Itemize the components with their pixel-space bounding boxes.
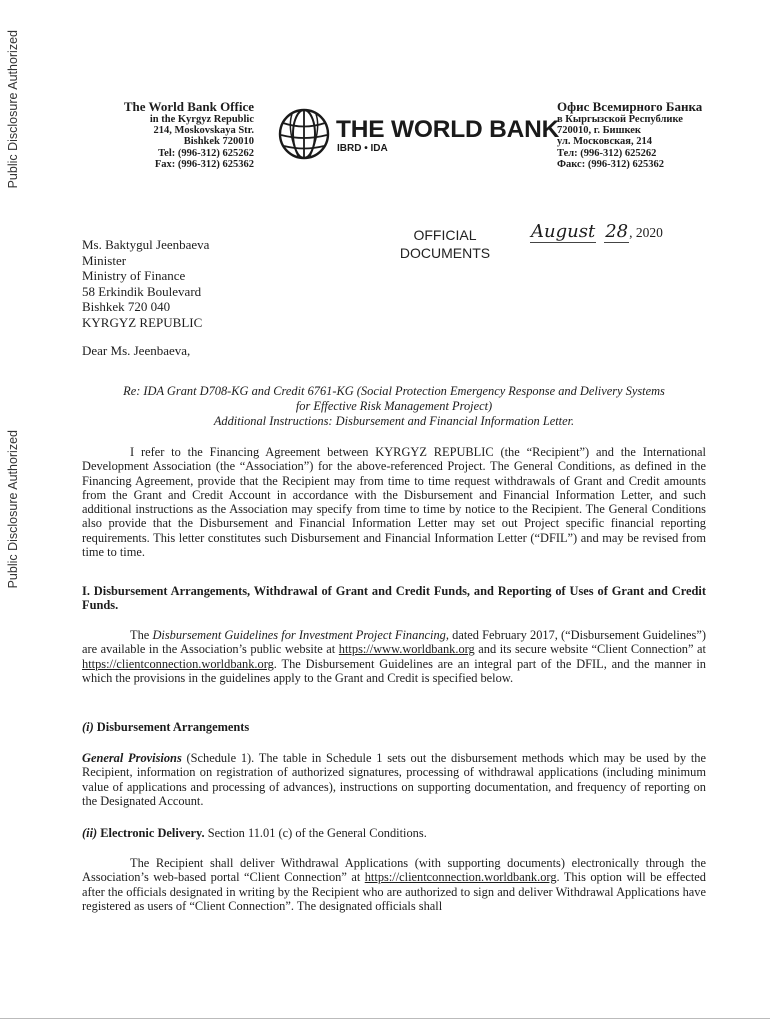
subsection-number: (i) — [82, 720, 94, 734]
disclosure-label-top: Public Disclosure Authorized — [6, 30, 20, 189]
text-run: and its secure website “Client Connection” at — [474, 642, 706, 657]
guidelines-title: Disbursement Guidelines for Investment Project Financing, — [152, 628, 449, 642]
russian-address-title: Офис Всемирного Банка — [557, 99, 703, 114]
english-address-line: Tel: (996-312) 625262 — [158, 147, 254, 159]
logo-subtitle: IBRD • IDA — [337, 143, 388, 154]
recipient-line: Ministry of Finance — [82, 268, 186, 283]
subject-line-1: Re: IDA Grant D708-KG and Credit 6761-KG (Social Protection Emergency Response and Delivery Systems — [123, 384, 665, 398]
english-address-title: The World Bank Office — [123, 99, 254, 114]
electronic-delivery-heading — [82, 826, 706, 840]
text-run: The — [130, 628, 153, 642]
russian-address — [557, 99, 727, 170]
text-run: . The Disbursement Guidelines are an integral part of the DFIL, and the manner in which the provisions in the guidelines apply to the Grant and Credit is specified below. — [82, 656, 706, 685]
client-connection-link[interactable]: https://clientconnection.worldbank.org — [82, 656, 274, 671]
recipient-line: Ms. Baktygul Jeenbaeva — [82, 237, 210, 252]
subsection-title: Disbursement Arrangements — [93, 720, 250, 734]
disclosure-label-middle: Public Disclosure Authorized — [6, 430, 20, 589]
recipient-line: 58 Erkindik Boulevard — [82, 283, 202, 299]
section-heading: I. Disbursement Arrangements, Withdrawal of Grant and Credit Funds, and Reporting of Uses of Grant and Credit Funds. — [82, 584, 706, 613]
recipient-line: Minister — [82, 252, 127, 268]
recipient-line: KYRGYZ REPUBLIC — [82, 314, 203, 330]
recipient-line: Bishkek 720 040 — [82, 299, 171, 314]
english-address-line: Bishkek 720010 — [183, 136, 254, 148]
recipient-address — [82, 237, 209, 330]
electronic-delivery-title: Electronic Delivery. — [97, 826, 205, 840]
date-day: 28 — [605, 221, 629, 242]
english-address — [90, 99, 254, 170]
text-run: (Schedule 1). The table in Schedule 1 sets out the disbursement methods which may be used by the Recipient, information on registration of authorized signatures, processing of withdrawal applications (including minimum value of applications and processing of advances), instructions on supporting documentation, and frequency of reporting on the Designated Account. — [82, 751, 706, 808]
text-run: dated February 2017, (“Disbursement Guidelines”) are available in the Association’s public website at — [82, 628, 706, 657]
subject-line-3: Additional Instructions: Disbursement and Financial Information Letter. — [213, 414, 575, 428]
salutation: Dear Ms. Jeenbaeva, — [82, 343, 191, 358]
english-address-line: Fax: (996-312) 625362 — [154, 158, 254, 170]
guidelines-paragraph — [82, 628, 706, 685]
english-address-line: 214, Moskovskaya Str. — [153, 125, 254, 137]
globe-icon — [278, 108, 330, 160]
russian-address-line: Факс: (996-312) 625362 — [557, 158, 664, 170]
russian-address-line: Тел: (996-312) 625262 — [557, 147, 657, 159]
page-bottom-edge — [0, 1018, 770, 1019]
date-month: August — [531, 221, 596, 242]
logo-wordmark: THE WORLD BANK — [336, 116, 560, 143]
text-run: . This option will be effected after the officials designated in writing by the Recipient who are authorized to sign and deliver Withdrawal Applications have registered as users of “Client Connection”. The designated officials shall — [82, 870, 706, 913]
subject-line — [82, 384, 706, 429]
general-provisions-lead: General Provisions — [82, 751, 182, 765]
russian-address-line: ул. Московская, 214 — [557, 136, 652, 148]
text-run: Section 11.01 (c) of the General Conditions. — [204, 826, 427, 840]
official-documents-stamp — [390, 226, 500, 262]
subsection-number: (ii) — [82, 826, 98, 840]
stamp-line-1: OFFICIAL — [413, 227, 477, 243]
russian-address-line: в Кыргызской Республике — [557, 114, 683, 125]
subject-line-2: for Effective Risk Management Project) — [295, 399, 493, 413]
electronic-delivery-paragraph — [82, 856, 706, 913]
general-provisions-paragraph — [82, 751, 706, 808]
letter-date — [530, 221, 663, 242]
client-connection-link[interactable]: https://clientconnection.worldbank.org — [364, 870, 557, 885]
text-run: The Recipient shall deliver Withdrawal Applications (with supporting documents) electronically through the Association’s web-based portal “Client Connection” at — [82, 856, 706, 885]
subsection-heading — [82, 720, 706, 734]
intro-paragraph: I refer to the Financing Agreement between KYRGYZ REPUBLIC (the “Recipient”) and the International Development Association (the “Association”) for the above-referenced Project. The General Conditions, as defined in the Financing Agreement, provide that the Recipient may from time to time request withdrawals of Grant and Credit amounts from the Grant and Credit Account in accordance with the Disbursement and Financial Information Letter, and such additional instructions as the Association may specify from time to time by notice to the Recipient. The General Conditions also provide that the Disbursement and Financial Information Letter may set out Project specific financial reporting requirements. This letter constitutes such Disbursement and Financial Information Letter (“DFIL”) and may be revised from time to time. — [82, 445, 706, 560]
date-year: , 2020 — [629, 225, 663, 240]
worldbank-link[interactable]: https://www.worldbank.org — [338, 642, 475, 657]
english-address-line: in the Kyrgyz Republic — [149, 114, 254, 125]
world-bank-logo — [276, 110, 560, 160]
russian-address-line: 720010, г. Бишкек — [557, 125, 641, 137]
stamp-line-2: DOCUMENTS — [399, 245, 491, 261]
